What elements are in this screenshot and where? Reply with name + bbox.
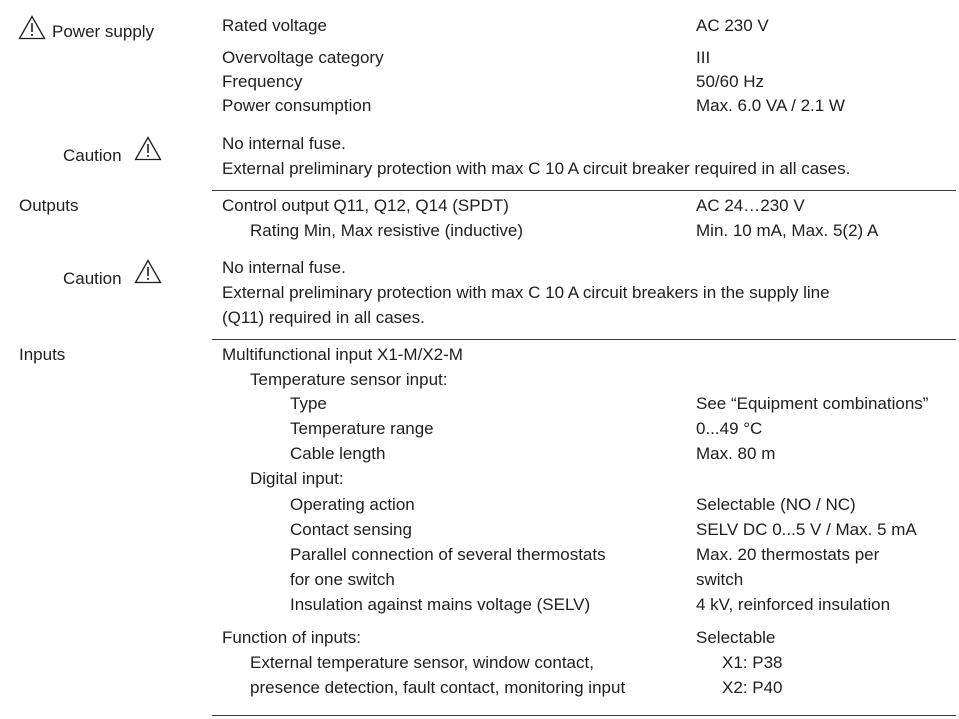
spec-value: Selectable (NO / NC) (696, 495, 856, 514)
spec-value: Max. 6.0 VA / 2.1 W (696, 96, 845, 115)
spec-label: Frequency (222, 72, 303, 91)
section-title-outputs: Outputs (19, 196, 79, 215)
spec-label: Overvoltage category (222, 48, 384, 67)
spec-label: Multifunctional input X1-M/X2-M (222, 345, 463, 364)
caution-text: (Q11) required in all cases. (222, 308, 425, 327)
section-title-inputs: Inputs (19, 345, 66, 364)
spec-value: switch (696, 570, 744, 589)
spec-label: Operating action (290, 495, 415, 514)
spec-value: AC 230 V (696, 16, 769, 35)
caution-text: External preliminary protection with max C 10 A circuit breakers in the supply line (222, 283, 830, 302)
spec-label: Rating Min, Max resistive (inductive) (250, 221, 524, 240)
spec-label: Temperature range (290, 419, 434, 438)
spec-label: Function of inputs: (222, 628, 361, 647)
spec-value: SELV DC 0...5 V / Max. 5 mA (696, 520, 917, 539)
spec-label: for one switch (290, 570, 395, 589)
spec-value: Max. 80 m (696, 444, 776, 463)
caution-text: No internal fuse. (222, 134, 346, 153)
spec-value: Min. 10 mA, Max. 5(2) A (696, 221, 879, 240)
caution-label: Caution (63, 269, 122, 288)
spec-label: Rated voltage (222, 16, 327, 35)
section-title-power-supply: Power supply (52, 22, 155, 41)
caution-label: Caution (63, 146, 122, 165)
spec-value: 0...49 °C (696, 419, 763, 438)
spec-value: AC 24…230 V (696, 196, 805, 215)
spec-label: Contact sensing (290, 520, 412, 539)
warning-icon (134, 136, 162, 161)
spec-label: Power consumption (222, 96, 372, 115)
spec-value: 50/60 Hz (696, 72, 765, 91)
spec-label: Insulation against mains voltage (SELV) (290, 595, 591, 614)
spec-value: See “Equipment combinations” (696, 394, 929, 413)
section-divider (212, 339, 956, 340)
caution-text: External preliminary protection with max C 10 A circuit breaker required in all cases. (222, 159, 851, 178)
subheading: Digital input: (250, 469, 344, 488)
function-description: presence detection, fault contact, monitoring input (250, 678, 626, 697)
function-value: X2: P40 (722, 678, 783, 697)
spec-value: Max. 20 thermostats per (696, 545, 880, 564)
warning-icon (134, 259, 162, 284)
spec-label: Control output Q11, Q12, Q14 (SPDT) (222, 196, 509, 215)
function-value: X1: P38 (722, 653, 783, 672)
spec-value: 4 kV, reinforced insulation (696, 595, 891, 614)
function-description: External temperature sensor, window contact, (250, 653, 594, 672)
warning-icon (18, 15, 46, 40)
spec-label: Cable length (290, 444, 386, 463)
subheading: Temperature sensor input: (250, 370, 448, 389)
spec-value: Selectable (696, 628, 776, 647)
spec-label: Type (290, 394, 327, 413)
spec-value: III (696, 48, 711, 67)
section-divider (212, 715, 956, 716)
section-divider (212, 190, 956, 191)
caution-text: No internal fuse. (222, 258, 346, 277)
spec-label: Parallel connection of several thermostats (290, 545, 606, 564)
